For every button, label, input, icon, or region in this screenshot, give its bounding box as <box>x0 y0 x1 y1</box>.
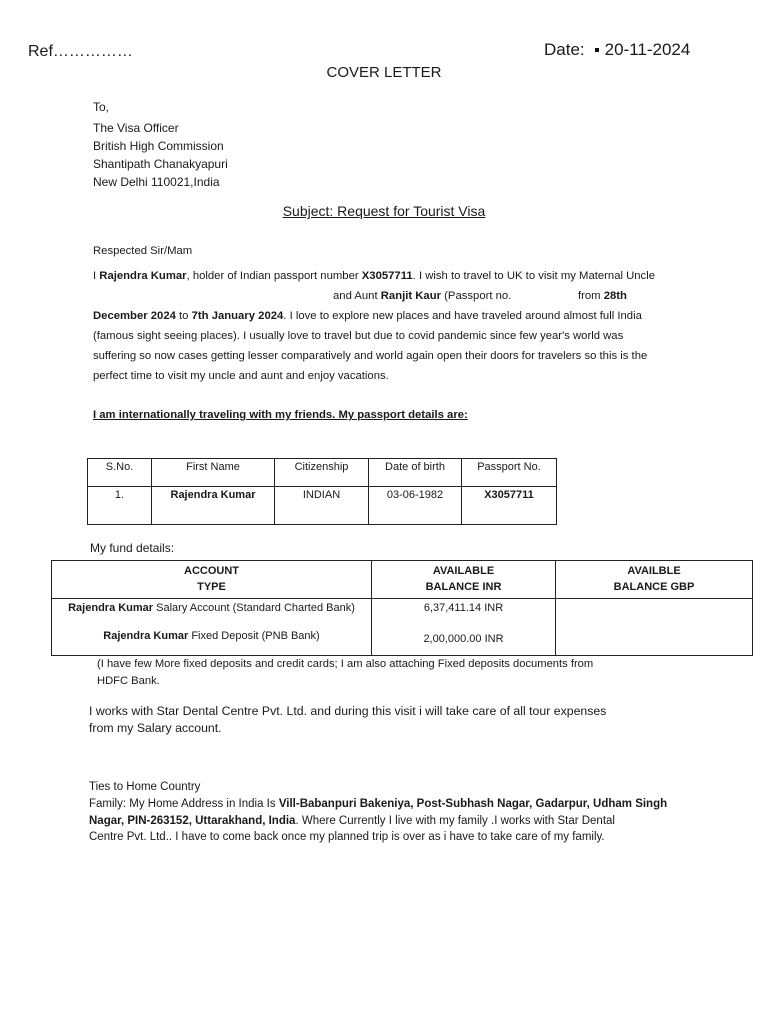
subject-line: Subject: Request for Tourist Visa <box>282 203 486 219</box>
body-line-4: (famous sight seeing places). I usually love to travel but due to covid pandemic since few year's world was <box>93 330 624 342</box>
bullet-icon <box>595 48 599 52</box>
cell-citizenship: INDIAN <box>275 487 369 525</box>
table-row <box>52 599 753 656</box>
table-header-row <box>52 561 753 599</box>
header-balance-inr: AVAILABLE BALANCE INR <box>372 561 556 599</box>
address-block <box>93 98 228 191</box>
address-line-2: British High Commission <box>93 139 224 153</box>
ties-heading: Ties to Home Country <box>89 781 201 793</box>
header-cell: Citizenship <box>275 459 369 487</box>
header-cell: Passport No. <box>462 459 557 487</box>
address-line-1: The Visa Officer <box>93 121 179 135</box>
header-cell: S.No. <box>88 459 152 487</box>
table-row <box>88 487 557 525</box>
salutation: Respected Sir/Mam <box>93 245 193 257</box>
cell-account: Rajendra Kumar Salary Account (Standard Charted Bank) Rajendra Kumar Fixed Deposit (PNB Bank) <box>52 599 372 656</box>
body-line-6: perfect time to visit my uncle and aunt and enjoy vacations. <box>93 370 389 382</box>
body-line-3: December 2024 to 7th January 2024. I love to explore new places and have traveled around almost full India <box>93 310 642 322</box>
cell-dob: 03-06-1982 <box>369 487 462 525</box>
page-title: COVER LETTER <box>326 64 442 81</box>
cell-sno: 1. <box>88 487 152 525</box>
fund-label: My fund details: <box>90 541 175 555</box>
fund-table <box>51 560 753 656</box>
fund-note-line-2: HDFC Bank. <box>97 675 160 687</box>
cell-passport: X3057711 <box>462 487 557 525</box>
address-to: To, <box>93 100 110 114</box>
header-balance-gbp: AVAILBLE BALANCE GBP <box>556 561 753 599</box>
cell-name: Rajendra Kumar <box>152 487 275 525</box>
header-cell: First Name <box>152 459 275 487</box>
date-value: 20-11-2024 <box>604 40 691 59</box>
date-line <box>544 40 690 60</box>
ties-line-3: Centre Pvt. Ltd.. I have to come back once my planned trip is over as i have to take care of my family. <box>89 831 605 843</box>
header-account-type: ACCOUNT TYPE <box>52 561 372 599</box>
cell-gbp <box>556 599 753 656</box>
date-label: Date: <box>544 40 585 59</box>
address-line-4: New Delhi 110021,India <box>93 175 220 189</box>
ties-line-2: Nagar, PIN-263152, Uttarakhand, India. Where Currently I live with my family .I works with Star Dental <box>89 815 615 827</box>
work-line-1: I works with Star Dental Centre Pvt. Ltd. and during this visit i will take care of all tour expenses <box>89 704 607 718</box>
travel-heading: I am internationally traveling with my friends. My passport details are: <box>93 409 468 421</box>
body-line-5: suffering so now cases getting lesser comparatively and world again open their doors for travelers so this is the <box>93 350 648 362</box>
body-line-1: I Rajendra Kumar, holder of Indian passport number X3057711. I wish to travel to UK to visit my Maternal Uncle <box>93 270 656 282</box>
header-cell: Date of birth <box>369 459 462 487</box>
ties-line-1: Family: My Home Address in India Is Vill-Babanpuri Bakeniya, Post-Subhash Nagar, Gadarpur, Udham Singh <box>89 798 668 810</box>
body-line-2: and Aunt Ranjit Kaur (Passport no. <box>333 290 512 302</box>
address-line-3: Shantipath Chanakyapuri <box>93 157 228 171</box>
fund-note-line-1: (I have few More fixed deposits and credit cards; I am also attaching Fixed deposits documents from <box>97 658 594 670</box>
work-line-2: from my Salary account. <box>89 721 222 735</box>
ref-number: Ref…………… <box>28 43 133 60</box>
table-header-row <box>88 459 557 487</box>
passport-table <box>87 458 557 525</box>
cell-inr: 6,37,411.14 INR 2,00,000.00 INR <box>372 599 556 656</box>
body-line-2-from: from 28th <box>578 290 627 302</box>
